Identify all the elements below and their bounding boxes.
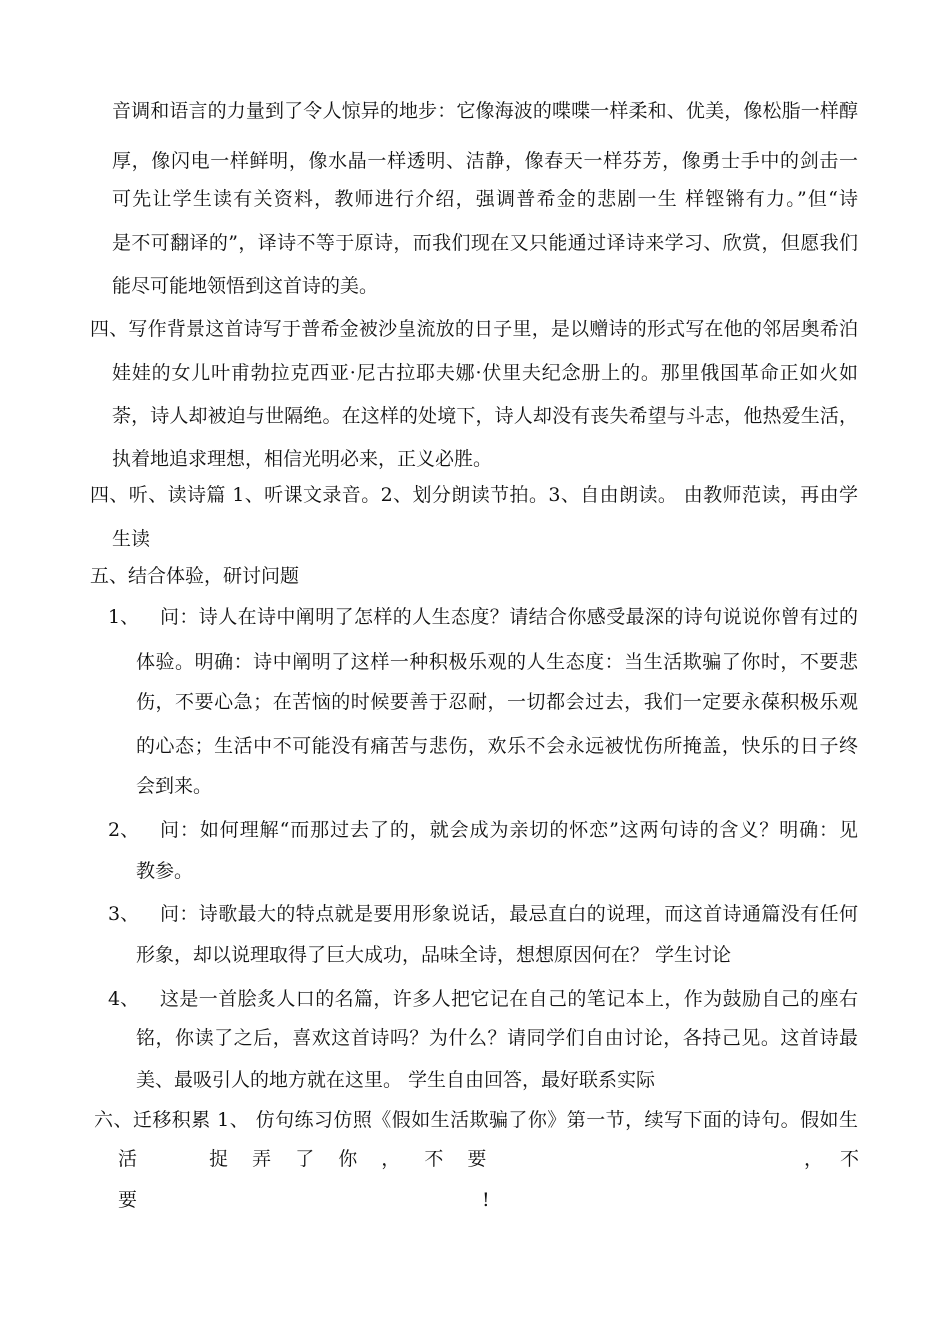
background-line-3: 可先让学生读有关资料，教师进行介绍，强调普希金的悲剧一生 样铿锵有力。”但“诗: [112, 188, 858, 210]
question-2-line-2: 教参。: [136, 860, 194, 882]
question-1-line-5: 会到来。: [136, 775, 213, 797]
transfer-line-3-start: 要: [118, 1189, 138, 1211]
question-1-number: 1、: [108, 606, 140, 628]
question-3-line-1: 问：诗歌最大的特点就是要用形象说话，最忌直白的说理，而这首诗通篇没有任何: [160, 903, 858, 925]
listen-read-line-2: 生读: [112, 528, 151, 550]
question-4-line-3: 美、最吸引人的地方就在这里。 学生自由回答，最好联系实际: [136, 1069, 656, 1091]
question-3-number: 3、: [108, 903, 140, 925]
question-4-number: 4、: [108, 988, 140, 1010]
question-2-line-1: 问：如何理解“而那过去了的，就会成为亲切的怀恋”这两句诗的含义？明确：见: [160, 819, 858, 841]
background-line-2: 厚，像闪电一样鲜明，像水晶一样透明、洁静，像春天一样芬芳，像勇士手中的剑击一: [112, 150, 858, 172]
transfer-line-2-start: 活 捉 弄 了 你 ， 不 要: [118, 1148, 487, 1170]
question-3-line-2: 形象，却以说理取得了巨大成功，品味全诗，想想原因何在？ 学生讨论: [136, 944, 732, 966]
background-line-4: 是不可翻译的”，译诗不等于原诗，而我们现在又只能通过译诗来学习、欣赏，但愿我们: [112, 232, 858, 254]
transfer-line-2-comma: ，: [804, 1148, 824, 1170]
question-4-line-1: 这是一首脍炙人口的名篇，许多人把它记在自己的笔记本上，作为鼓励自己的座右: [160, 988, 858, 1010]
question-4-line-2: 铭，你读了之后，喜欢这首诗吗？为什么？请同学们自由讨论，各持己见。这首诗最: [136, 1027, 858, 1049]
writing-background-line-1: 四、写作背景这首诗写于普希金被沙皇流放的日子里，是以赠诗的形式写在他的邻居奥希泊: [90, 318, 858, 340]
question-1-line-1: 问：诗人在诗中阐明了怎样的人生态度？请结合你感受最深的诗句说说你曾有过的: [160, 606, 858, 628]
discussion-title: 五、结合体验，研讨问题: [90, 565, 300, 587]
background-line-5: 能尽可能地领悟到这首诗的美。: [112, 275, 379, 297]
writing-background-line-3: 荼，诗人却被迫与世隔绝。在这样的处境下，诗人却没有丧失希望与斗志，他热爱生活，: [112, 405, 858, 427]
writing-background-line-2: 娃娃的女儿叶甫勃拉克西亚·尼古拉耶夫娜·伏里夫纪念册上的。那里俄国革命正如火如: [112, 362, 858, 384]
question-1-line-4: 的心态；生活中不可能没有痛苦与悲伤，欢乐不会永远被忧伤所掩盖，快乐的日子终: [136, 735, 858, 757]
listen-read-line-1: 四、听、读诗篇 1、听课文录音。2、划分朗读节拍。3、自由朗读。 由教师范读，再由学: [90, 484, 858, 506]
question-1-line-2: 体验。明确：诗中阐明了这样一种积极乐观的人生态度：当生活欺骗了你时，不要悲: [136, 651, 858, 673]
transfer-line-1: 六、迁移积累 1、 仿句练习仿照《假如生活欺骗了你》第一节，续写下面的诗句。假如生: [94, 1109, 858, 1131]
writing-background-line-4: 执着地追求理想，相信光明必来，正义必胜。: [112, 448, 493, 470]
question-1-line-3: 伤，不要心急；在苦恼的时候要善于忍耐，一切都会过去，我们一定要永葆积极乐观: [136, 691, 858, 713]
transfer-line-2-end: 不: [840, 1148, 860, 1170]
transfer-line-3-end: !: [482, 1189, 490, 1211]
question-2-number: 2、: [108, 819, 140, 841]
background-line-1: 音调和语言的力量到了令人惊异的地步：它像海波的喋喋一样柔和、优美，像松脂一样醇: [112, 100, 858, 122]
